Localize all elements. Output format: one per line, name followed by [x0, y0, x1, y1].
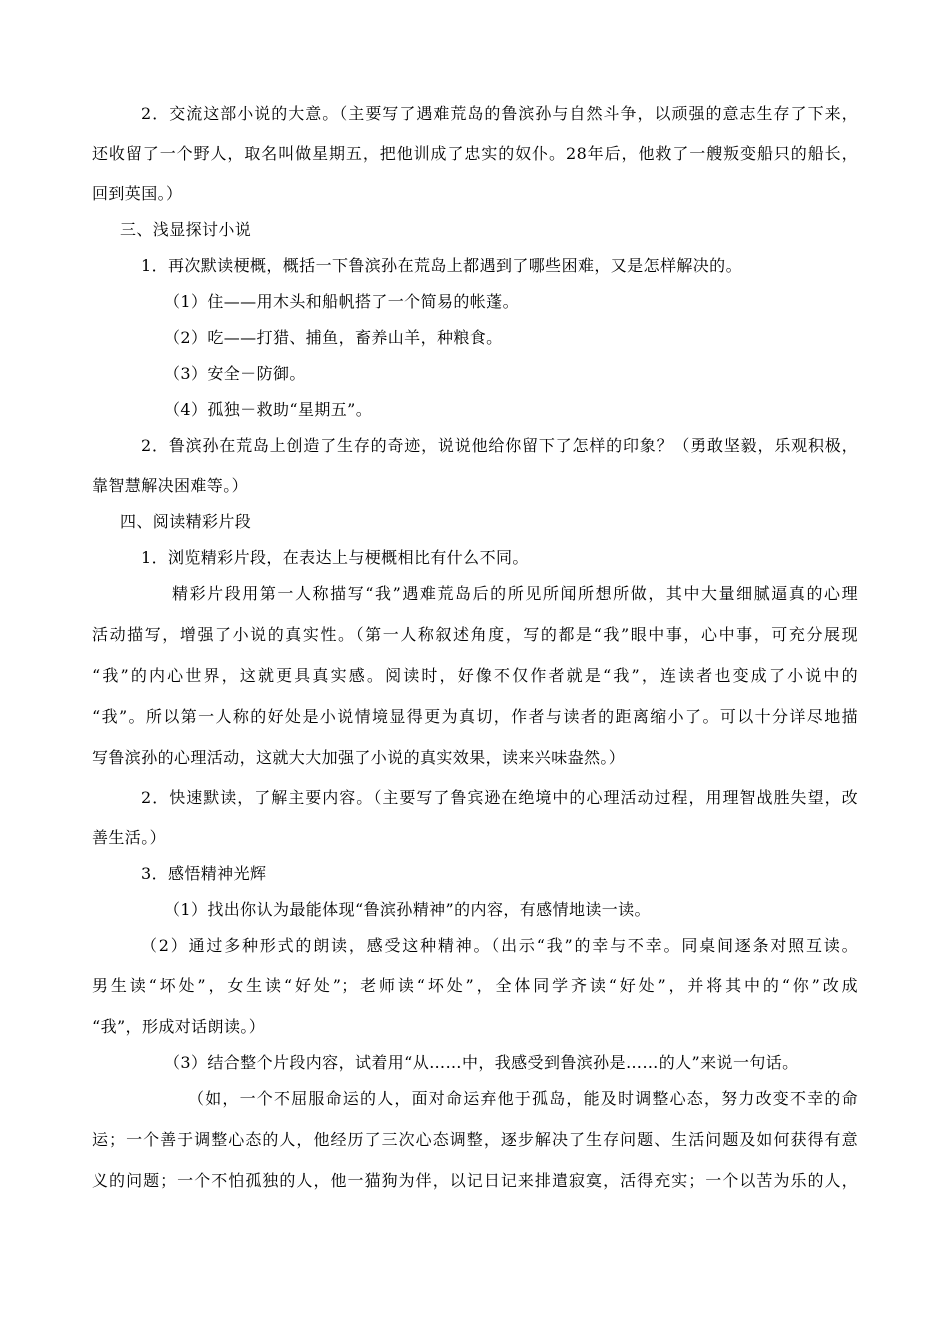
text-line: 1．浏览精彩片段，在表达上与梗概相比有什么不同。 [141, 548, 529, 567]
text-line: 运；一个善于调整心态的人，他经历了三次心态调整，逐步解决了生存问题、生活问题及如何获得有意 [92, 1130, 858, 1149]
text-line: “我”。所以第一人称的好处是小说情境显得更为真切，作者与读者的距离缩小了。可以十分详尽地描 [92, 707, 858, 726]
list-item: （1）找出你认为最能体现“鲁滨孙精神”的内容，有感情地读一读。 [164, 900, 651, 919]
section-heading: 三、浅显探讨小说 [120, 220, 252, 239]
list-item: （4）孤独－救助“星期五”。 [164, 400, 373, 419]
text-line: 3．感悟精神光辉 [141, 864, 267, 883]
text-line: 2．鲁滨孙在荒岛上创造了生存的奇迹，说说他给你留下了怎样的印象？（勇敢坚毅，乐观积极， [141, 436, 858, 455]
list-item: （3）结合整个片段内容，试着用“从……中，我感受到鲁滨孙是……的人”来说一句话。 [164, 1053, 799, 1072]
list-item: （2）吃——打猎、捕鱼，畜养山羊，种粮食。 [164, 328, 503, 347]
text-line: 写鲁滨孙的心理活动，这就大大加强了小说的真实效果，读来兴味盎然。） [92, 748, 626, 767]
text-line: 2．快速默读，了解主要内容。（主要写了鲁宾逊在绝境中的心理活动过程，用理智战胜失望，改 [141, 788, 858, 807]
text-line: “我”的内心世界，这就更具真实感。阅读时，好像不仅作者就是“我”，连读者也变成了小说中的 [92, 666, 858, 685]
text-line: 还收留了一个野人，取名叫做星期五，把他训成了忠实的奴仆。28年后，他救了一艘叛变船只的船长， [92, 144, 858, 163]
text-line: 善生活。） [92, 828, 167, 847]
text-line: 2．交流这部小说的大意。（主要写了遇难荒岛的鲁滨孙与自然斗争，以顽强的意志生存了下来， [141, 104, 858, 123]
section-heading: 四、阅读精彩片段 [120, 512, 252, 531]
text-line: （如，一个不屈服命运的人，面对命运弃他于孤岛，能及时调整心态，努力改变不幸的命 [188, 1089, 858, 1108]
text-line: “我”，形成对话朗读。） [92, 1017, 266, 1036]
list-item: （3）安全－防御。 [164, 364, 306, 383]
text-line: 活动描写，增强了小说的真实性。（第一人称叙述角度，写的都是“我”眼中事，心中事，可充分展现 [92, 625, 858, 644]
text-line: 靠智慧解决困难等。） [92, 476, 249, 495]
text-line: 义的问题；一个不怕孤独的人，他一猫狗为伴，以记日记来排遣寂寞，活得充实；一个以苦为乐的人， [92, 1171, 858, 1190]
text-line: 男生读“坏处”，女生读“好处”；老师读“坏处”，全体同学齐读“好处”，并将其中的“你”改成 [92, 976, 858, 995]
text-line: （2）通过多种形式的朗读，感受这种精神。（出示“我”的幸与不幸。同桌间逐条对照互读。 [141, 936, 858, 955]
list-item: （1）住——用木头和船帆搭了一个简易的帐蓬。 [164, 292, 519, 311]
text-line: 1．再次默读梗概，概括一下鲁滨孙在荒岛上都遇到了哪些困难，又是怎样解决的。 [141, 256, 742, 275]
text-line: 精彩片段用第一人称描写“我”遇难荒岛后的所见所闻所想所做，其中大量细腻逼真的心理 [172, 584, 858, 603]
text-line: 回到英国。） [92, 184, 183, 203]
